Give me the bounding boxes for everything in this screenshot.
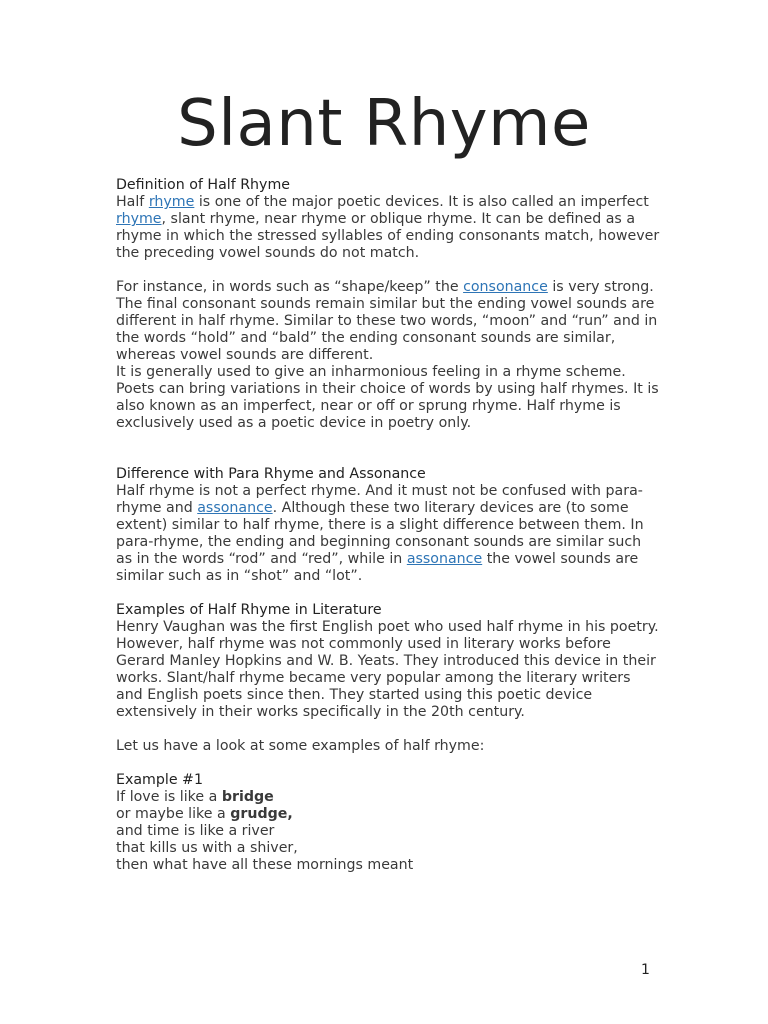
text-span: If love is like a xyxy=(116,789,222,805)
section-heading-examples: Examples of Half Rhyme in Literature xyxy=(116,602,382,618)
paragraph-definition xyxy=(116,194,661,262)
bold-word: grudge, xyxy=(230,806,293,822)
paragraph-usage: It is generally used to give an inharmonious feeling in a rhyme scheme. Poets can bring variations in their choice of words by using half rhymes. It is also known as an imperfect, near or off or sprung rhyme. Half rhyme is exclusively used as a poetic device in poetry only. xyxy=(116,364,659,431)
text-span: is one of the major poetic devices. It is also called an imperfect xyxy=(194,194,649,210)
paragraph-instance xyxy=(116,279,661,364)
poem-line: then what have all these mornings meant xyxy=(116,857,414,873)
link-rhyme[interactable]: rhyme xyxy=(148,194,195,210)
poem-line xyxy=(116,789,661,806)
spacer xyxy=(116,262,661,279)
link-assonance-2[interactable]: assonance xyxy=(406,551,483,567)
paragraph-difference xyxy=(116,483,661,585)
link-rhyme-2[interactable]: rhyme xyxy=(116,211,162,227)
poem-line: and time is like a river xyxy=(116,823,275,839)
text-span: . Although these two literary devices are (to some extent) similar to half rhyme, there is a slight difference between them. In para-rhyme, the ending and beginning consonant sounds are similar such as in the words “rod” and “red”, while in xyxy=(116,500,644,567)
spacer xyxy=(116,755,661,772)
poem-line xyxy=(116,806,661,823)
paragraph-history: Henry Vaughan was the first English poet who used half rhyme in his poetry. However, half rhyme was not commonly used in literary works before Gerard Manley Hopkins and W. B. Yeats. They introduced this device in their works. Slant/half rhyme became very popular among the literary writers and English poets since then. They started using this poetic device extensively in their works specifically in the 20th century. xyxy=(116,619,659,720)
document-body xyxy=(116,177,661,874)
section-heading-definition: Definition of Half Rhyme xyxy=(116,177,290,193)
text-span: or maybe like a xyxy=(116,806,231,822)
page-number: 1 xyxy=(641,962,650,978)
poem-line: that kills us with a shiver, xyxy=(116,840,298,856)
text-span: the vowel sounds are similar such as in “shot” and “lot”. xyxy=(116,551,639,584)
bold-word: bridge xyxy=(221,789,274,805)
spacer xyxy=(116,432,661,466)
document-title: Slant Rhyme xyxy=(177,87,591,161)
paragraph-intro-examples: Let us have a look at some examples of half rhyme: xyxy=(116,738,485,754)
text-span: Half rhyme is not a perfect rhyme. And it must not be confused with para-rhyme and xyxy=(116,483,643,516)
spacer xyxy=(116,585,661,602)
spacer xyxy=(116,721,661,738)
link-consonance[interactable]: consonance xyxy=(463,279,548,295)
text-span: is very strong. The final consonant sounds remain similar but the ending vowel sounds are different in half rhyme. Similar to these two words, “moon” and “run” and in the words “hold” and “bald” the ending consonant sounds are similar, whereas vowel sounds are different. xyxy=(116,279,658,363)
example-heading: Example #1 xyxy=(116,772,203,788)
text-span: , slant rhyme, near rhyme or oblique rhyme. It can be defined as a rhyme in which the stressed syllables of ending consonants match, however the preceding vowel sounds do not match. xyxy=(116,211,660,261)
text-span: For instance, in words such as “shape/keep” the xyxy=(116,279,464,295)
link-assonance[interactable]: assonance xyxy=(197,500,273,516)
section-heading-difference: Difference with Para Rhyme and Assonance xyxy=(116,466,426,482)
text-span: Half xyxy=(116,194,149,210)
